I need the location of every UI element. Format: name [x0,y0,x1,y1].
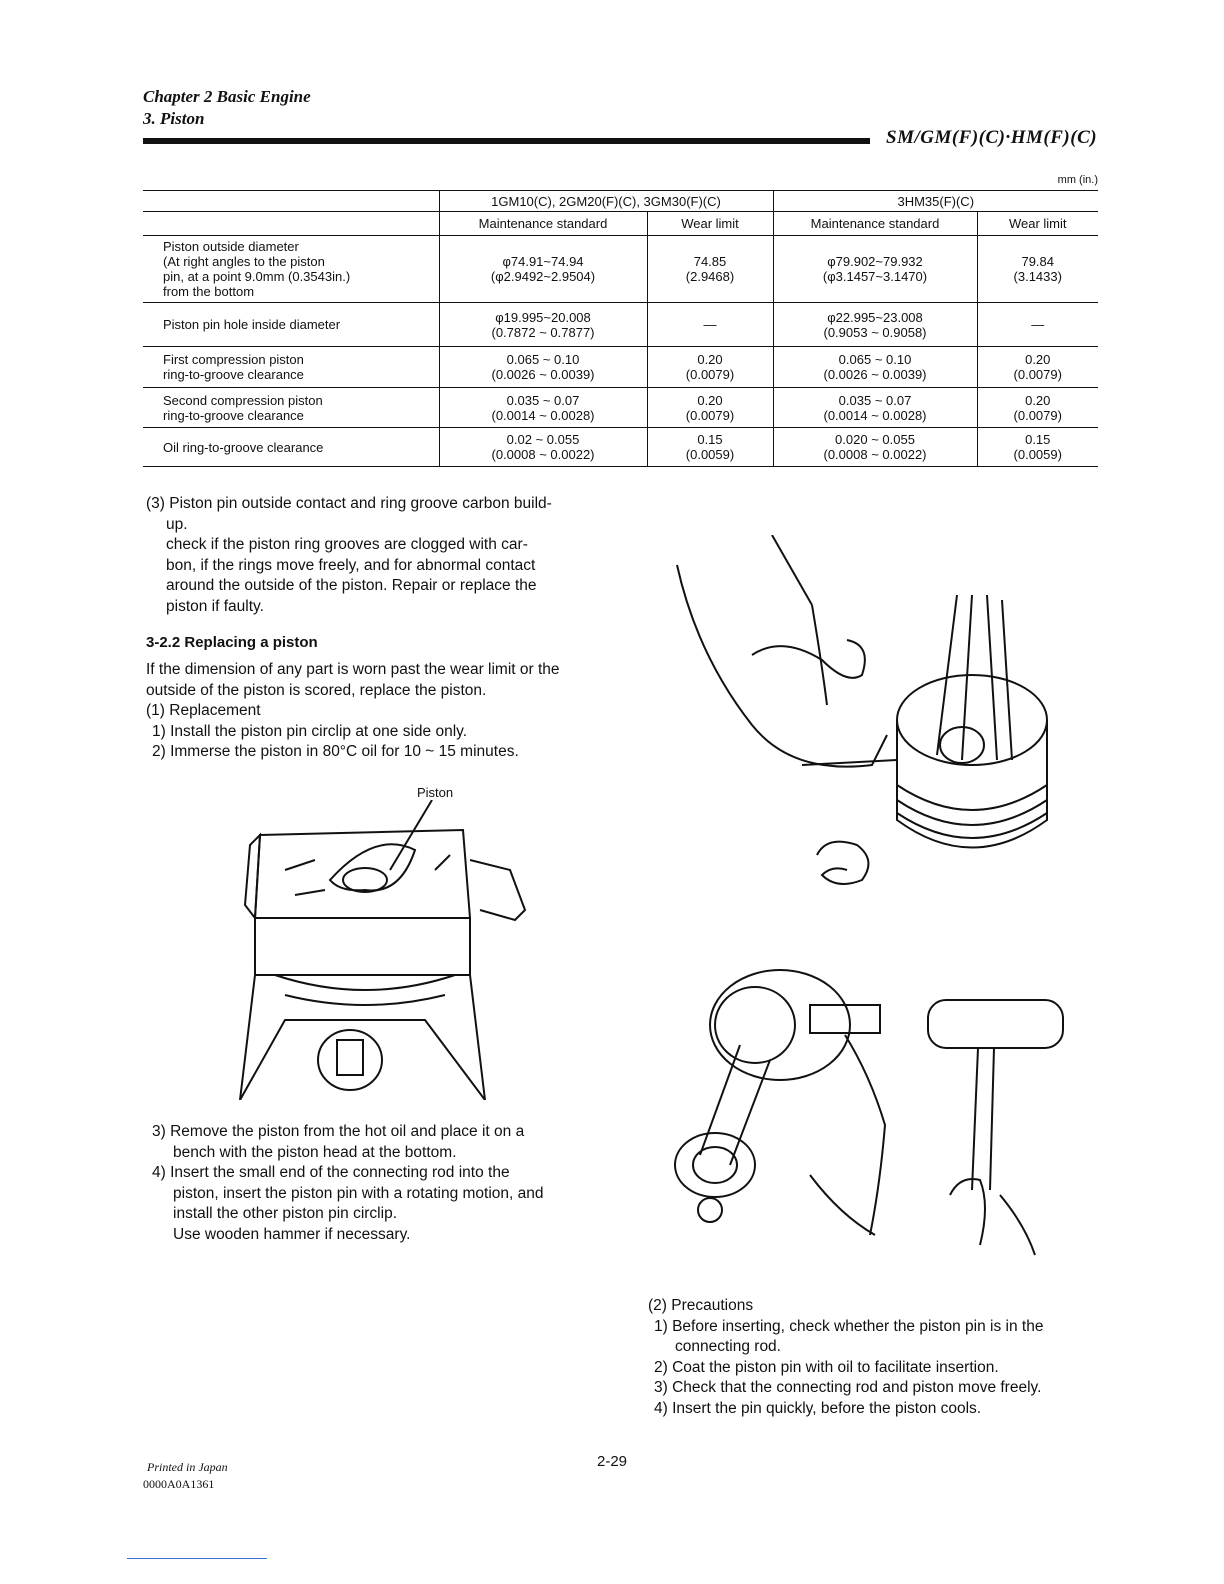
piston-circlip-illustration [672,535,1062,895]
model-label: SM/GM(F)(C)·HM(F)(C) [886,127,1098,148]
table-cell: 79.84 (3.1433) [977,236,1098,303]
table-cell: φ74.91~74.94 (φ2.9492~2.9504) [439,236,647,303]
group-header-1: 1GM10(C), 2GM20(F)(C), 3GM30(F)(C) [439,191,773,212]
replacement-subheading: (1) Replacement [146,702,261,719]
table-cell: 74.85 (2.9468) [647,236,773,303]
table-cell: 0.020 ~ 0.055 (0.0008 ~ 0.0022) [773,428,977,467]
steps-3-4: 3) Remove the piston from the hot oil and place it on a bench with the piston head at the bottom. 4) Insert the small end of the connecting rod into the piston, insert the piston pin with a rotating motion, and install the other piston pin circlip. Use wooden hammer if necessary. [152,1123,544,1243]
table-row [143,347,1098,388]
chapter-header [143,86,311,130]
table-row [143,236,1098,303]
col-maint-1: Maintenance standard [439,212,647,236]
section-3-title: (3) Piston pin outside contact and ring groove carbon build- [146,495,552,512]
replacing-text: If the dimension of any part is worn past the wear limit or the outside of the piston is scored, replace the piston. (1) Replacement 1) Install the piston pin circlip at one side only. 2) Immerse the piston in 80°C oil for 10 ~ 15 minutes. [146,660,596,763]
oil-bath-illustration [225,800,545,1100]
pin-insertion-illustration [660,965,1080,1265]
table-row [143,428,1098,467]
table-cell: φ19.995~20.008 (0.7872 ~ 0.7877) [439,303,647,347]
precautions: (2) Precautions 1) Before inserting, check whether the piston pin is in the connecting rod. 2) Coat the piston pin with oil to facilitate insertion. 3) Check that the connecting rod and piston move freely. 4) Insert the pin quickly, before the piston cools. [648,1296,1098,1419]
precautions-title: (2) Precautions [648,1297,754,1314]
table-cell: 0.15 (0.0059) [647,428,773,467]
row-label: Second compression piston ring-to-groove clearance [143,388,439,428]
row-label: Piston outside diameter (At right angles to the piston pin, at a point 9.0mm (0.3543in.) from the bottom [143,236,439,303]
table-subheader-row [143,212,1098,236]
bottom-link-line [127,1558,267,1559]
spec-table [143,190,1098,467]
figure-caption-piston: Piston [417,785,454,800]
table-row [143,303,1098,347]
table-row [143,388,1098,428]
table-cell: — [977,303,1098,347]
document-code: 0000A0A1361 [143,1477,215,1491]
row-label: Piston pin hole inside diameter [143,303,439,347]
table-cell: 0.20 (0.0079) [977,388,1098,428]
table-cell: 0.035 ~ 0.07 (0.0014 ~ 0.0028) [439,388,647,428]
page-number: 2-29 [597,1453,628,1470]
table-cell: 0.065 ~ 0.10 (0.0026 ~ 0.0039) [773,347,977,388]
row-label: First compression piston ring-to-groove clearance [143,347,439,388]
col-maint-2: Maintenance standard [773,212,977,236]
table-cell: φ79.902~79.932 (φ3.1457~3.1470) [773,236,977,303]
section-3-text: (3) Piston pin outside contact and ring groove carbon build- up. check if the piston ring grooves are clogged with car- bon, if the rings move freely, and for abnormal contact around the outside of the piston. Repair or replace the piston if faulty. [146,494,596,617]
table-cell: 0.20 (0.0079) [977,347,1098,388]
section-title: 3. Piston [143,109,205,128]
row-label: Oil ring-to-groove clearance [143,428,439,467]
table-cell: 0.20 (0.0079) [647,347,773,388]
header-rule [143,138,870,144]
table-cell: 0.02 ~ 0.055 (0.0008 ~ 0.0022) [439,428,647,467]
col-wear-1: Wear limit [647,212,773,236]
unit-label: mm (in.) [1057,174,1098,186]
table-cell: 0.20 (0.0079) [647,388,773,428]
table-cell: — [647,303,773,347]
table-cell: φ22.995~23.008 (0.9053 ~ 0.9058) [773,303,977,347]
group-header-2: 3HM35(F)(C) [773,191,1098,212]
printed-in-japan: Printed in Japan [147,1460,228,1474]
col-wear-2: Wear limit [977,212,1098,236]
table-cell: 0.065 ~ 0.10 (0.0026 ~ 0.0039) [439,347,647,388]
table-header-row [143,191,1098,212]
chapter-title: Chapter 2 Basic Engine [143,87,311,106]
table-cell: 0.035 ~ 0.07 (0.0014 ~ 0.0028) [773,388,977,428]
table-cell: 0.15 (0.0059) [977,428,1098,467]
replacing-heading: 3-2.2 Replacing a piston [146,634,318,651]
